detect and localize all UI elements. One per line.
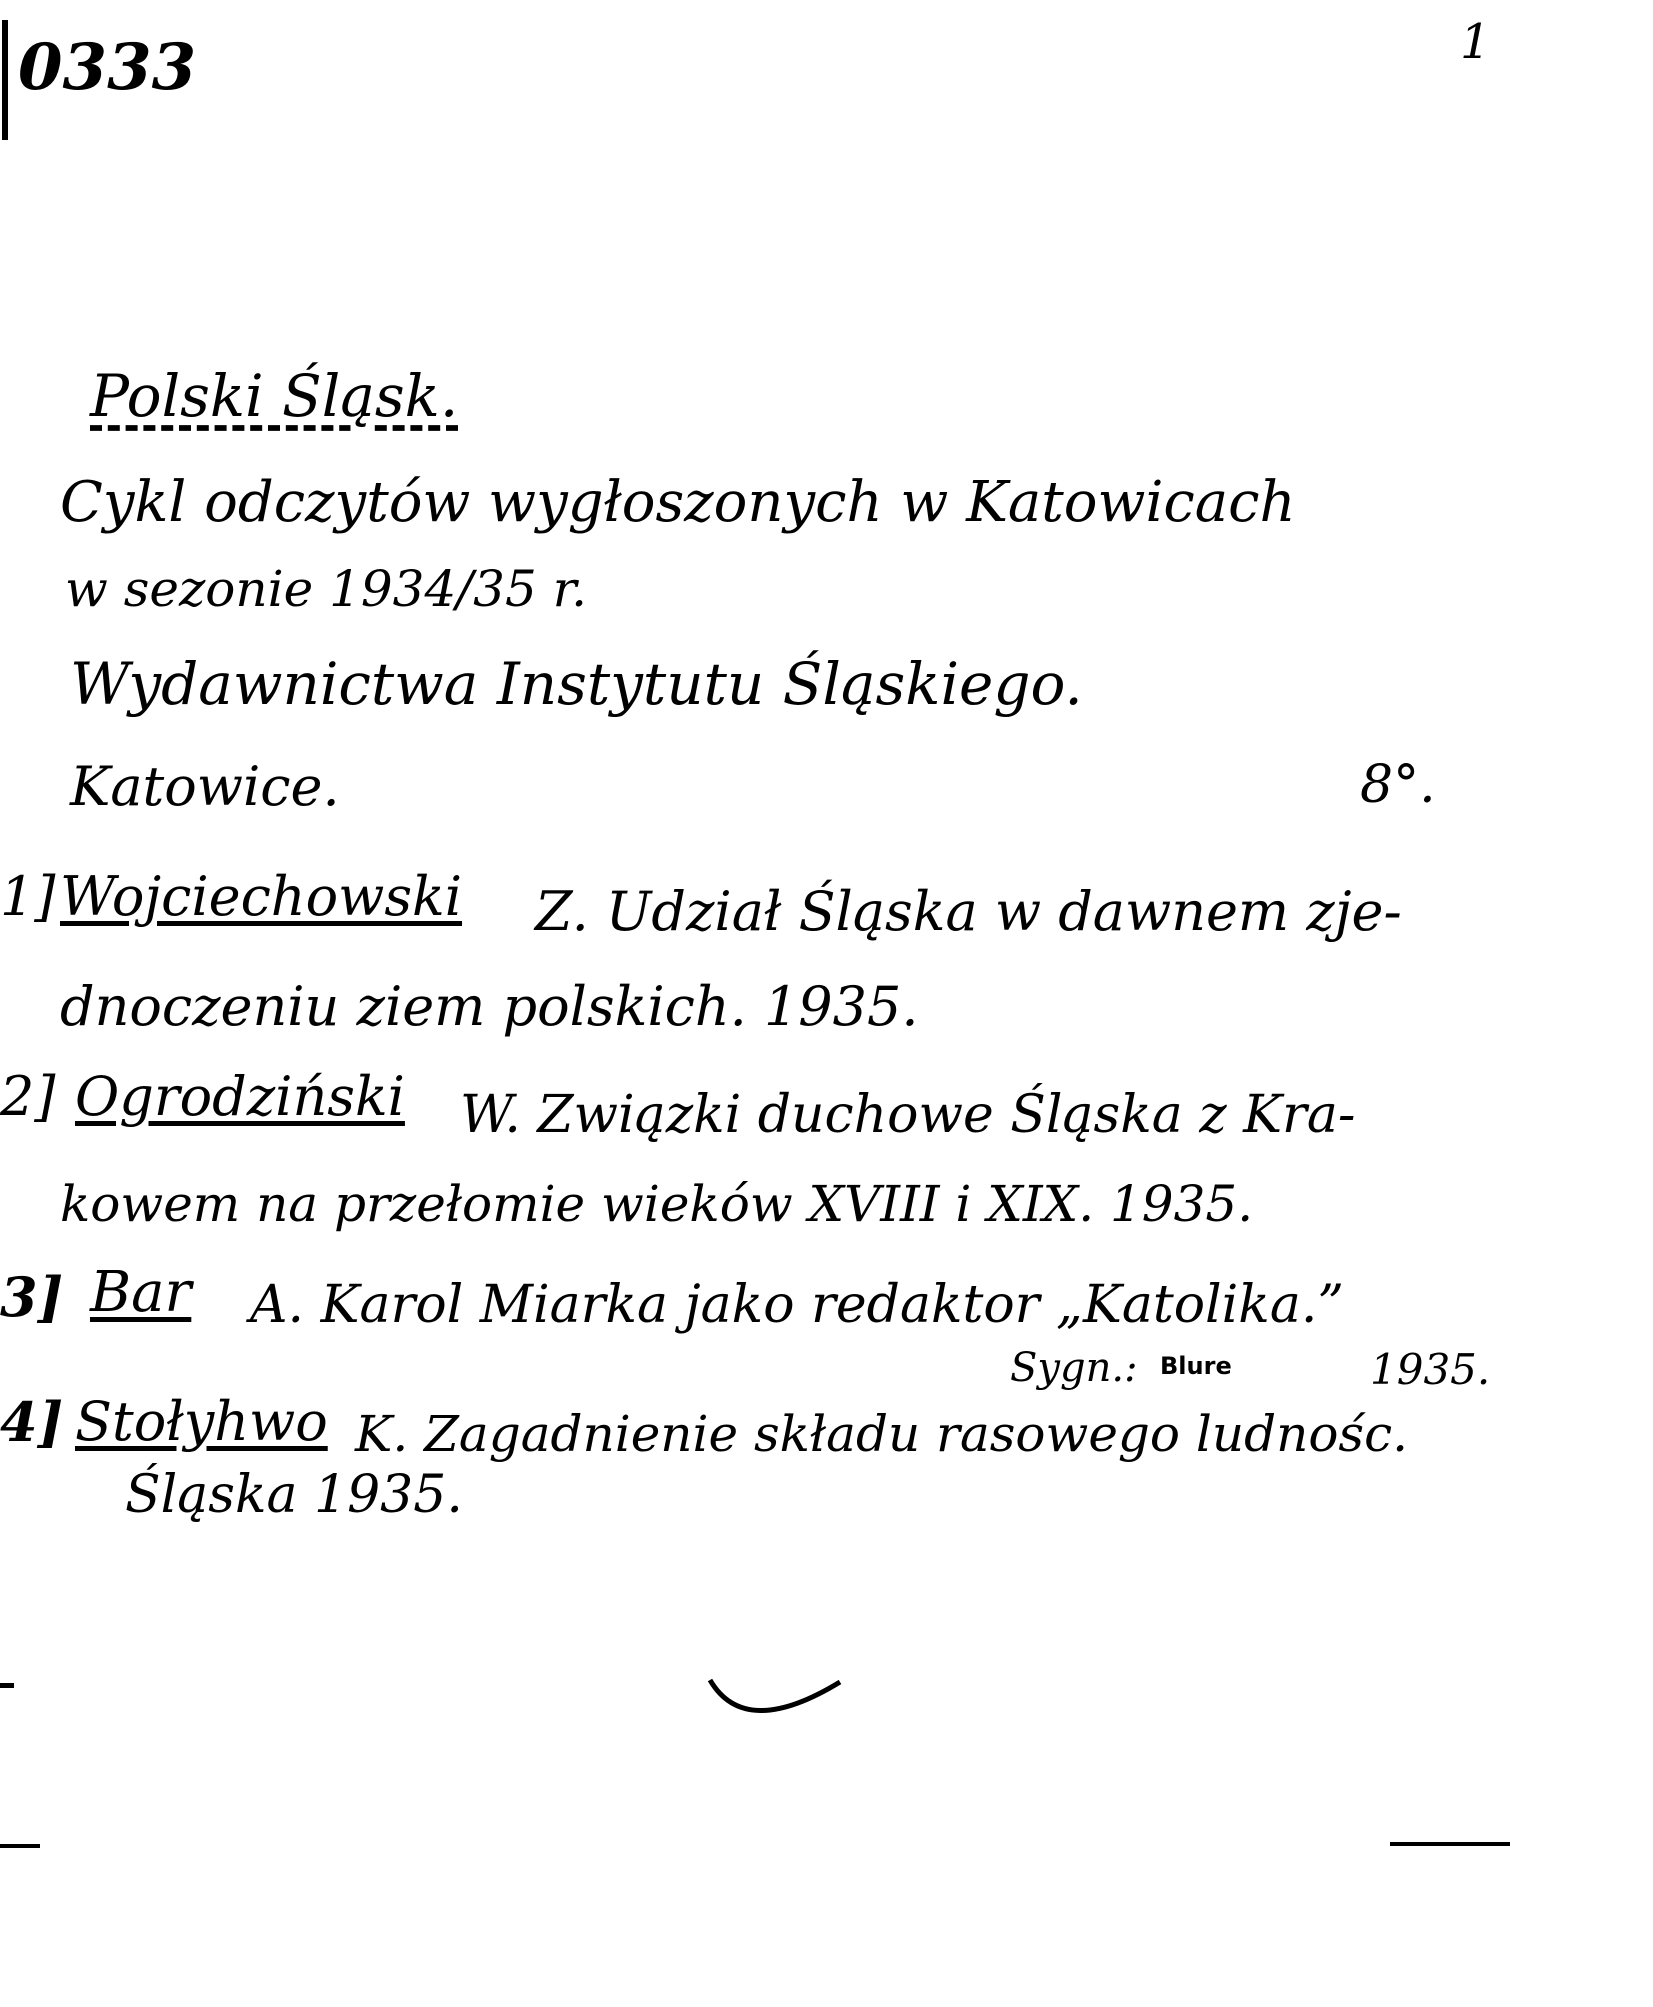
- entry-text: K. Zagadnienie składu rasowego ludnośc.: [355, 1405, 1408, 1463]
- subtitle-line-1: Cykl odczytów wygłoszonych w Katowicach: [60, 470, 1296, 535]
- entry-text: Z. Udział Śląska w dawnem zje-: [535, 880, 1402, 943]
- format: 8°.: [1360, 755, 1436, 815]
- bottom-right-rule: [1390, 1842, 1510, 1846]
- curve-mark: [700, 1670, 850, 1750]
- margin-mark: [0, 1683, 14, 1688]
- entry-text: A. Karol Miarka jako redaktor „Katolika.”: [250, 1275, 1344, 1335]
- scan-edge-mark: [2, 20, 8, 140]
- entry-number: 3]: [0, 1265, 64, 1329]
- bottom-left-rule: [0, 1844, 40, 1848]
- entry-number: 2]: [0, 1065, 56, 1128]
- entry-text-continued: dnoczeniu ziem polskich. 1935.: [60, 975, 919, 1038]
- entry-text-continued: kowem na przełomie wieków XVIII i XIX. 1935.: [60, 1175, 1254, 1233]
- call-number: 0333: [18, 30, 197, 105]
- series-title: Wydawnictwa Instytutu Śląskiego.: [70, 650, 1083, 718]
- place: Katowice.: [70, 755, 340, 818]
- entry-text-continued: Śląska 1935.: [125, 1465, 463, 1525]
- entry-author: Wojciechowski: [60, 865, 463, 928]
- signature-stamp: Blure: [1160, 1352, 1232, 1380]
- signature-label: Sygn.:: [1010, 1345, 1138, 1391]
- sheet-number: 1: [1460, 14, 1491, 70]
- card-title: Polski Śląsk.: [90, 362, 459, 430]
- entry-number: 1]: [0, 865, 56, 928]
- entry-text: W. Związki duchowe Śląska z Kra-: [460, 1085, 1356, 1145]
- entry-year: 1935.: [1370, 1345, 1491, 1394]
- entry-author: Bar: [90, 1260, 192, 1325]
- subtitle-line-2: w sezonie 1934/35 r.: [65, 560, 587, 618]
- entry-author: Stołyhwo: [75, 1390, 328, 1453]
- entry-number: 4]: [0, 1390, 64, 1454]
- entry-author: Ogrodziński: [75, 1065, 405, 1128]
